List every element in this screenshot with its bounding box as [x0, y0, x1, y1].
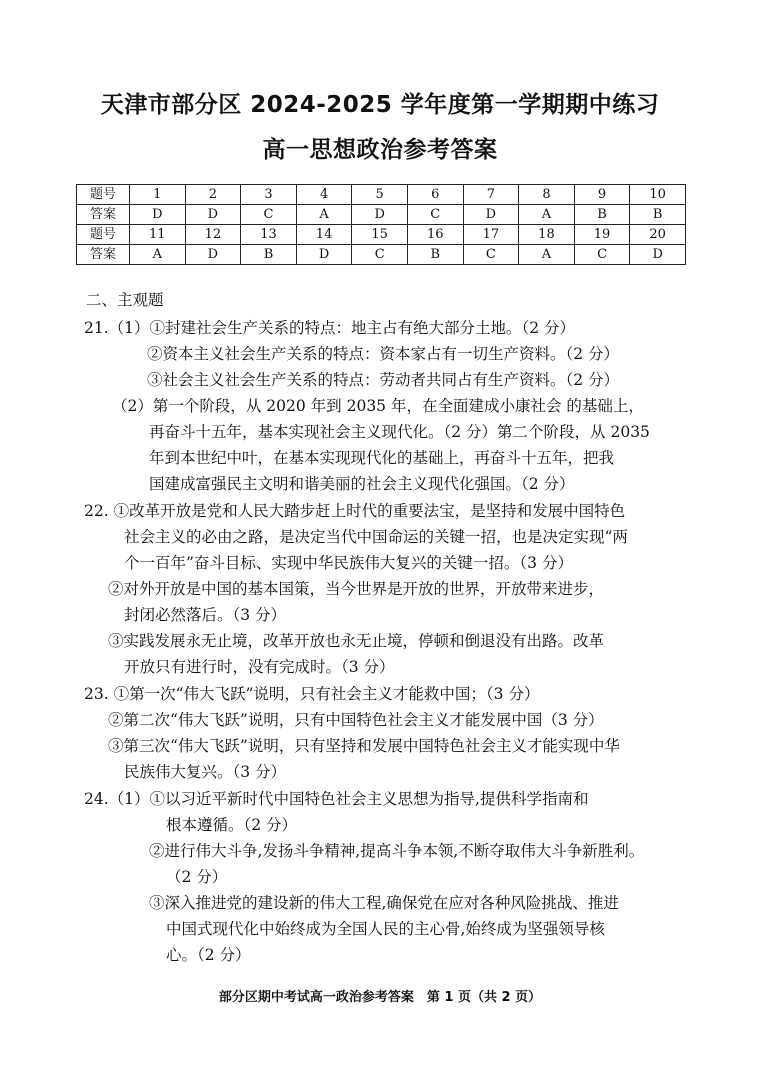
answer-line: 开放只有进行时，没有完成时。（3 分） [124, 658, 395, 676]
table-cell: D [296, 245, 352, 265]
table-cell: 13 [241, 225, 297, 245]
answer-line: 再奋斗十五年，基本实现社会主义现代化。（2 分）第二个阶段，从 2035 [149, 423, 650, 441]
table-cell: D [352, 205, 408, 225]
row-label: 答案 [77, 245, 130, 265]
table-cell: D [630, 245, 686, 265]
table-cell: D [130, 205, 186, 225]
answer-line: 中国式现代化中始终成为全国人民的主心骨,始终成为坚强领导核 [166, 920, 605, 938]
table-cell: 20 [630, 225, 686, 245]
table-cell: C [241, 205, 297, 225]
table-cell: D [185, 205, 241, 225]
answer-line: 23. ①第一次“伟大飞跃”说明，只有社会主义才能救中国；（3 分） [84, 685, 540, 703]
answer-line: 心。（2 分） [166, 946, 251, 964]
page-title: 天津市部分区 2024-2025 学年度第一学期期中练习 [100, 92, 660, 118]
answer-line: ②进行伟大斗争,发扬斗争精神,提高斗争本领,不断夺取伟大斗争新胜利。 [149, 842, 645, 860]
answer-line: ②第二次“伟大飞跃”说明，只有中国特色社会主义才能发展中国（3 分） [108, 711, 604, 729]
table-cell: C [463, 245, 519, 265]
answer-line: 根本遵循。（2 分） [166, 816, 298, 834]
answer-line: 国建成富强民主文明和谐美丽的社会主义现代化强国。（2 分） [149, 475, 575, 493]
table-cell: 1 [130, 185, 186, 205]
answer-table [76, 184, 686, 265]
table-row [77, 225, 686, 245]
table-cell: 8 [519, 185, 575, 205]
answer-line: ②对外开放是中国的基本国策，当今世界是开放的世界，开放带来进步， [108, 580, 605, 598]
table-cell: 11 [130, 225, 186, 245]
table-cell: 5 [352, 185, 408, 205]
answer-line: 22. ①改革开放是党和人民大踏步赶上时代的重要法宝，是坚持和发展中国特色 [84, 502, 626, 520]
answer-line: 封闭必然落后。（3 分） [124, 606, 287, 624]
page-subtitle: 高一思想政治参考答案 [262, 137, 498, 163]
table-cell: D [185, 245, 241, 265]
table-cell: 2 [185, 185, 241, 205]
page-footer: 部分区期中考试高一政治参考答案 第 1 页（共 2 页） [218, 990, 542, 1005]
table-cell: 3 [241, 185, 297, 205]
answer-line: 社会主义的必由之路，是决定当代中国命运的关键一招，也是决定实现“两 [124, 528, 628, 546]
table-cell: A [519, 245, 575, 265]
answer-line: ③深入推进党的建设新的伟大工程,确保党在应对各种风险挑战、推进 [149, 894, 619, 912]
answer-line: （2）第一个阶段，从 2020 年到 2035 年，在全面建成小康社会 的基础上， [112, 397, 644, 415]
answer-line: 民族伟大复兴。（3 分） [124, 763, 287, 781]
answer-line: ②资本主义社会生产关系的特点：资本家占有一切生产资料。（2 分） [147, 345, 620, 363]
table-cell: 4 [296, 185, 352, 205]
table-cell: 14 [296, 225, 352, 245]
table-cell: 12 [185, 225, 241, 245]
table-cell: 6 [407, 185, 463, 205]
table-cell: 7 [463, 185, 519, 205]
table-cell: 18 [519, 225, 575, 245]
table-cell: 17 [463, 225, 519, 245]
answer-line: 21.（1）①封建社会生产关系的特点：地主占有绝大部分土地。（2 分） [84, 319, 576, 337]
table-cell: B [630, 205, 686, 225]
table-cell: A [130, 245, 186, 265]
section-heading: 二、主观题 [86, 291, 164, 309]
answer-line: 年到本世纪中叶，在基本实现现代化的基础上，再奋斗十五年，把我 [149, 449, 615, 467]
table-cell: 9 [574, 185, 630, 205]
table-row [77, 185, 686, 205]
answer-line: ③第三次“伟大飞跃”说明，只有坚持和发展中国特色社会主义才能实现中华 [108, 737, 620, 755]
table-cell: 15 [352, 225, 408, 245]
answer-line: ③实践发展永无止境，改革开放也永无止境，停顿和倒退没有出路。改革 [108, 632, 605, 650]
answer-line: ③社会主义社会生产关系的特点：劳动者共同占有生产资料。（2 分） [147, 371, 620, 389]
answer-line: 个一百年”奋斗目标、实现中华民族伟大复兴的关键一招。（3 分） [124, 554, 573, 572]
row-label: 题号 [77, 225, 130, 245]
table-cell: 10 [630, 185, 686, 205]
table-cell: B [574, 205, 630, 225]
table-row [77, 205, 686, 225]
table-cell: C [352, 245, 408, 265]
table-cell: C [407, 205, 463, 225]
table-cell: 19 [574, 225, 630, 245]
table-cell: C [574, 245, 630, 265]
table-cell: B [407, 245, 463, 265]
table-cell: A [296, 205, 352, 225]
table-cell: B [241, 245, 297, 265]
answer-line: 24.（1）①以习近平新时代中国特色社会主义思想为指导,提供科学指南和 [84, 790, 589, 808]
table-row [77, 245, 686, 265]
table-cell: D [463, 205, 519, 225]
answer-line: （2 分） [166, 868, 228, 886]
row-label: 答案 [77, 205, 130, 225]
row-label: 题号 [77, 185, 130, 205]
table-cell: A [519, 205, 575, 225]
table-cell: 16 [407, 225, 463, 245]
